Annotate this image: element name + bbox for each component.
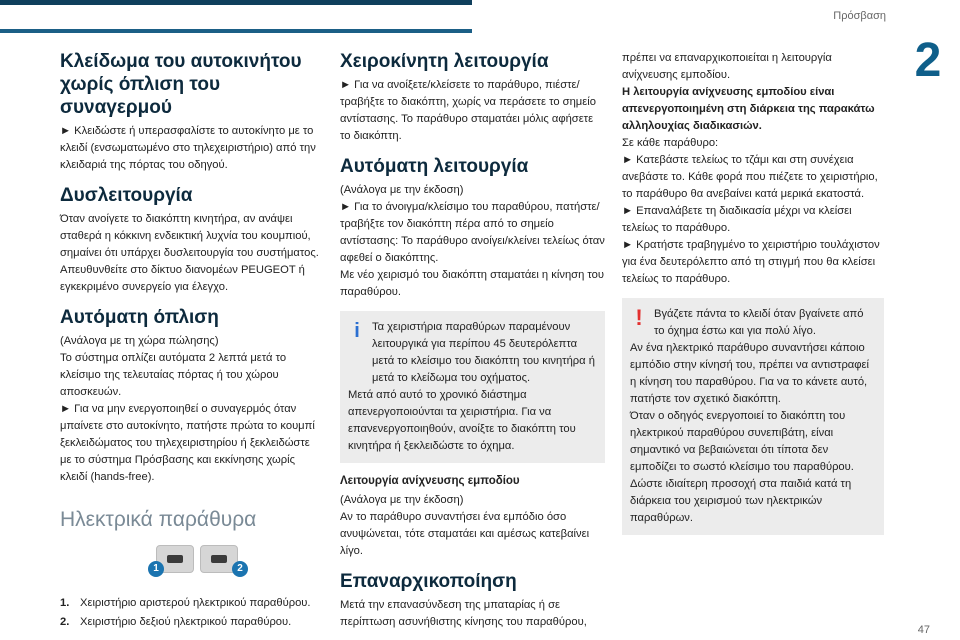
- header-rule: [0, 29, 472, 33]
- step-1: ► Κατεβάστε τελείως το τζάμι και στη συνέχεια ανεβάστε το. Κάθε φορά που πιέζετε το χειριστήριο, το παράθυρο θα ανεβαίνει κατά μερικά εκατοστά.: [622, 154, 878, 200]
- warning-text-2: Αν ένα ηλεκτρικό παράθυρο συναντήσει κάποιο εμπόδιο στην κίνησή του, πρέπει να αντιστραφεί η κίνηση του παραθύρου. Για να το κάνετε αυτό, πατήστε τον σχετικό διακόπτη.: [630, 342, 870, 405]
- heading-auto-arming: Αυτόματη όπλιση: [60, 307, 219, 328]
- list-item: [60, 614, 320, 631]
- warning-icon: !: [635, 305, 643, 330]
- page-number: 47: [917, 624, 930, 636]
- heading-automatic-operation: Αυτόματη λειτουργία: [340, 156, 529, 177]
- header-bar: [0, 0, 472, 5]
- auto-arm-note: (Ανάλογα με τη χώρα πώλησης): [60, 335, 219, 347]
- heading-manual-operation: Χειροκίνητη λειτουργία: [340, 51, 549, 72]
- list-item-number: 2.: [60, 616, 70, 628]
- info-text-2: Μετά από αυτό το χρονικό διάστημα απενεργοποιούνται τα χειριστήρια. Για να επανενεργοποιηθούν, ανοίξτε το διακόπτη του κινητήρα ή ξεκλειδώστε το όχημα.: [348, 389, 576, 452]
- malfunction-text: Όταν ανοίγετε το διακόπτη κινητήρα, αν ανάψει σταθερά η κόκκινη ενδεικτική λυχνία του κουμπιού, σημαίνει ότι υπάρχει δυσλειτουργία του συστήματος. Απευθυνθείτε στο δίκτυο διανομέων PEUGEOT ή εγκεκριμένο συνεργείο για έλεγχο.: [60, 213, 319, 293]
- heading-reinitialisation: Επαναρχικοποίηση: [340, 571, 517, 592]
- list-item-text: Χειριστήριο αριστερού ηλεκτρικού παραθύρου.: [80, 597, 311, 609]
- warning-text-4: Δώστε ιδιαίτερη προσοχή στα παιδιά κατά τη διάρκεια του χειρισμού των ηλεκτρικών παραθύρων.: [630, 478, 852, 524]
- reinit-continued-text: πρέπει να επαναρχικοποιείται η λειτουργία ανίχνευσης εμποδίου.: [622, 52, 832, 81]
- column-2: [340, 50, 605, 631]
- manual-text: ► Για να ανοίξετε/κλείσετε το παράθυρο, πιέστε/ τραβήξτε το διακόπτη, χωρίς να περάσετε το σημείο αντίστασης. Το παράθυρο σταματάει μόλις αφήσετε το διακόπτη.: [340, 79, 596, 142]
- heading-line-1: Κλείδωμα του αυτοκινήτου: [60, 51, 302, 72]
- heading-electric-windows: Ηλεκτρικά παράθυρα: [60, 508, 257, 531]
- auto-note: (Ανάλογα με την έκδοση): [340, 184, 464, 196]
- window-switch-illustration: [148, 539, 248, 585]
- chapter-number: 2: [896, 33, 960, 89]
- auto-stop-text: Με νέο χειρισμό του διακόπτη σταματάει η κίνηση του παραθύρου.: [340, 269, 604, 298]
- heading-anti-pinch: Λειτουργία ανίχνευσης εμποδίου: [340, 475, 520, 487]
- auto-instruction: ► Για το άνοιγμα/κλείσιμο του παραθύρου, πατήστε/ τραβήξτε τον διακόπτη πέρα από το σημείο αντίστασης: Το παράθυρο ανοίγει/κλείνει τελείως όταν αφεθεί ο διακόπτης.: [340, 201, 605, 264]
- anti-pinch-text: Αν το παράθυρο συναντήσει ένα εμπόδιο όσο ανυψώνεται, τότε σταματάει και αμέσως κατεβαίνει λίγο.: [340, 511, 590, 557]
- heading-line-2: χωρίς όπλιση του συναγερμού: [60, 74, 221, 118]
- list-item-number: 1.: [60, 597, 70, 609]
- reinit-text: Μετά την επανασύνδεση της μπαταρίας ή σε περίπτωση ασυνήθιστης κίνησης του παραθύρου,: [340, 599, 587, 628]
- auto-arm-text: Το σύστημα οπλίζει αυτόματα 2 λεπτά μετά το κλείσιμο της τελευταίας πόρτας ή του χώρου αποσκευών.: [60, 352, 287, 398]
- list-item-text: Χειριστήριο δεξιού ηλεκτρικού παραθύρου.: [80, 616, 292, 628]
- heading-lock-without-alarm: [60, 50, 320, 119]
- heading-malfunction: Δυσλειτουργία: [60, 185, 193, 206]
- step-2: ► Επαναλάβετε τη διαδικασία μέχρι να κλείσει τελείως το παράθυρο.: [622, 205, 852, 234]
- steps-intro: Σε κάθε παράθυρο:: [622, 137, 719, 149]
- warning-text-1: Βγάζετε πάντα το κλειδί όταν βγαίνετε από το όχημα έστω και για πολύ λίγο.: [654, 308, 864, 337]
- callout-badge-2: 2: [232, 561, 248, 577]
- callout-badge-1: 1: [148, 561, 164, 577]
- info-box: [340, 311, 605, 463]
- section-title: Πρόσβαση: [833, 10, 886, 22]
- column-3: [622, 50, 884, 545]
- info-text-1: Τα χειριστήρια παραθύρων παραμένουν λειτουργικά για περίπου 45 δευτερόλεπτα μετά το κλείσιμο του διακόπτη του κινητήρα ή μετά το κλείδωμα του οχήματος.: [372, 321, 595, 384]
- anti-pinch-disabled-note: Η λειτουργία ανίχνευσης εμποδίου είναι απενεργοποιημένη στη διάρκεια της παρακάτω αλληλουχίας διαδικασιών.: [622, 86, 875, 132]
- auto-arm-instruction: ► Για να μην ενεργοποιηθεί ο συναγερμός όταν μπαίνετε στο αυτοκίνητο, πατήστε πρώτα το κουμπί ξεκλειδώματος του τηλεχειριστηρίου ή ξεκλειδώστε με το σύστημα Πρόσβασης και εκκίνησης χωρίς κλειδί (hands-free).: [60, 403, 315, 483]
- step-3: ► Κρατήστε τραβηγμένο το χειριστήριο τουλάχιστον για ένα δευτερόλεπτο από τη στιγμή που θα κλείσει τελείως το παράθυρο.: [622, 239, 880, 285]
- column-1: [60, 50, 320, 631]
- warning-box: [622, 298, 884, 535]
- anti-pinch-note: (Ανάλογα με την έκδοση): [340, 494, 464, 506]
- info-icon: i: [354, 320, 360, 342]
- lock-instruction: ► Κλειδώστε ή υπερασφαλίστε το αυτοκίνητο με το κλειδί (ενσωματωμένο στο τηλεχειριστήριο) από την κλειδαριά της πόρτας του οδηγού.: [60, 125, 316, 171]
- list-item: [60, 595, 320, 612]
- warning-text-3: Όταν ο οδηγός ενεργοποιεί το διακόπτη του ηλεκτρικού παραθύρου συνεπιβάτη, είναι σημαντικό να βεβαιώνεται ότι τίποτα δεν εμποδίζει το σωστό κλείσιμο του παραθύρου.: [630, 410, 854, 473]
